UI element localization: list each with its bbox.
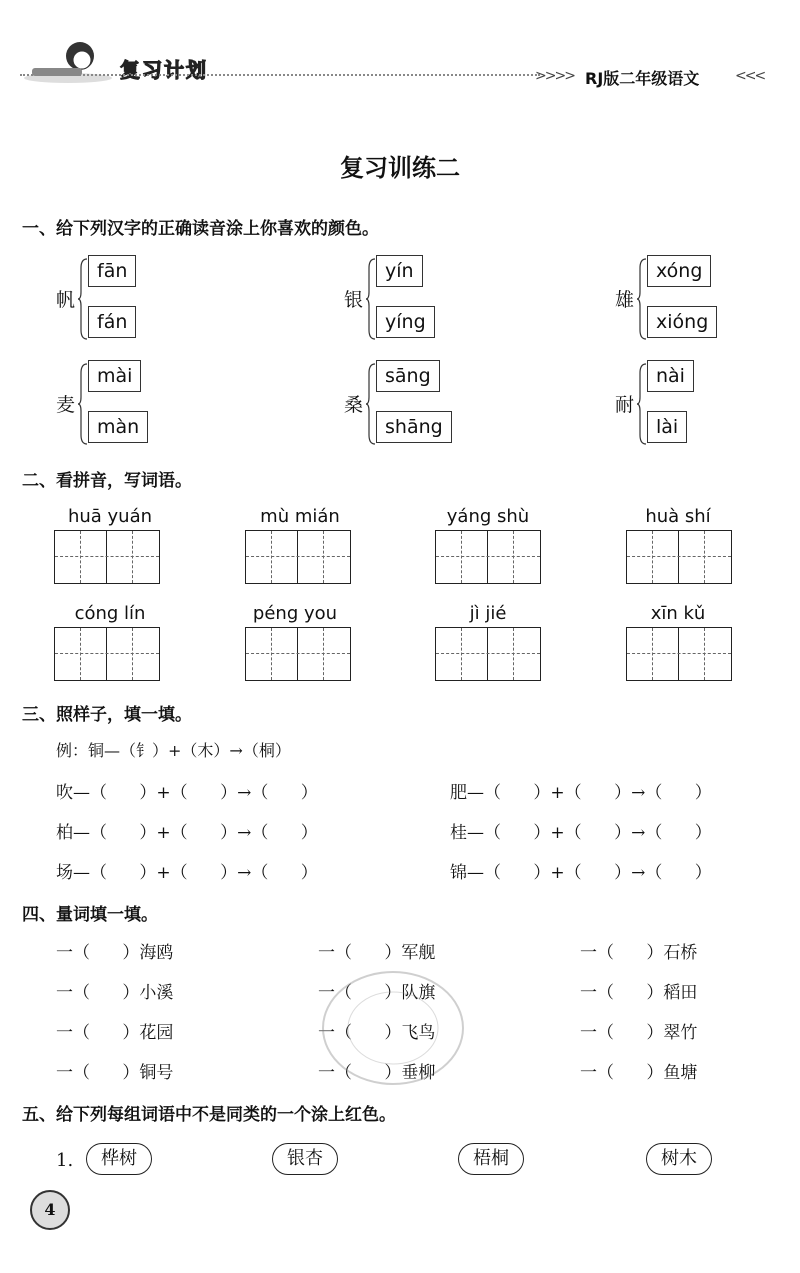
section-5-heading: 五、给下列每组词语中不是同类的一个涂上红色。: [22, 1105, 396, 1125]
pinyin-option[interactable]: sāng: [376, 360, 440, 392]
measure-word-item[interactable]: 一（ ）鱼塘: [580, 1063, 698, 1083]
pinyin-option[interactable]: lài: [647, 411, 687, 443]
measure-word-item[interactable]: 一（ ）花园: [56, 1023, 174, 1043]
q1-char: 雄: [615, 289, 635, 311]
brace-icon: [366, 363, 376, 445]
arrow-right-decoration: <<<: [735, 68, 765, 84]
word-tag[interactable]: 桦树: [86, 1143, 152, 1175]
writing-grid[interactable]: [435, 530, 541, 584]
measure-word-item[interactable]: 一（ ）队旗: [318, 983, 436, 1003]
pinyin-option[interactable]: fán: [88, 306, 136, 338]
brace-icon: [637, 363, 647, 445]
word-tag[interactable]: 银杏: [272, 1143, 338, 1175]
brace-icon: [78, 258, 88, 340]
section-4-heading: 四、量词填一填。: [22, 905, 158, 925]
writing-grid[interactable]: [626, 627, 732, 681]
pinyin-option[interactable]: xióng: [647, 306, 717, 338]
watermark-stamp: [318, 968, 468, 1088]
section-3-heading: 三、照样子，填一填。: [22, 705, 192, 725]
measure-word-item[interactable]: 一（ ）铜号: [56, 1063, 174, 1083]
fill-row[interactable]: 柏—（ ）+（ ）→（ ）: [56, 823, 318, 843]
pinyin-option[interactable]: shāng: [376, 411, 452, 443]
fill-row[interactable]: 肥—（ ）+（ ）→（ ）: [450, 783, 712, 803]
measure-word-item[interactable]: 一（ ）海鸥: [56, 943, 174, 963]
pinyin-prompt: mù mián: [260, 506, 340, 527]
pinyin-prompt: huà shí: [645, 506, 711, 527]
example-line: 例：铜—（钅）+（木）→（桐）: [56, 741, 291, 760]
pinyin-prompt: yáng shù: [446, 506, 530, 527]
q1-char: 麦: [56, 394, 76, 416]
writing-grid[interactable]: [626, 530, 732, 584]
pinyin-prompt: xīn kǔ: [650, 603, 706, 624]
pinyin-option[interactable]: yíng: [376, 306, 435, 338]
item-number: 1.: [56, 1150, 74, 1171]
writing-grid[interactable]: [245, 530, 351, 584]
measure-word-item[interactable]: 一（ ）翠竹: [580, 1023, 698, 1043]
pinyin-prompt: cóng lín: [74, 603, 146, 624]
word-tag[interactable]: 梧桐: [458, 1143, 524, 1175]
fill-row[interactable]: 锦—（ ）+（ ）→（ ）: [450, 863, 712, 883]
brace-icon: [637, 258, 647, 340]
pinyin-option[interactable]: xóng: [647, 255, 711, 287]
writing-grid[interactable]: [435, 627, 541, 681]
q1-char: 银: [344, 289, 364, 311]
pinyin-option[interactable]: mài: [88, 360, 141, 392]
writing-grid[interactable]: [245, 627, 351, 681]
brace-icon: [366, 258, 376, 340]
section-1-heading: 一、给下列汉字的正确读音涂上你喜欢的颜色。: [22, 219, 379, 239]
pinyin-prompt: péng you: [252, 603, 338, 624]
pinyin-option[interactable]: màn: [88, 411, 148, 443]
page-title: 复习训练二: [340, 153, 460, 182]
section-2-heading: 二、看拼音，写词语。: [22, 471, 192, 491]
page-number: 4: [30, 1190, 70, 1230]
fill-row[interactable]: 场—（ ）+（ ）→（ ）: [56, 863, 318, 883]
header-mascot: [22, 38, 114, 84]
q1-char: 耐: [615, 394, 635, 416]
series-title: 复习计划: [120, 58, 208, 82]
q1-char: 帆: [56, 289, 76, 311]
fill-row[interactable]: 吹—（ ）+（ ）→（ ）: [56, 783, 318, 803]
fill-row[interactable]: 桂—（ ）+（ ）→（ ）: [450, 823, 712, 843]
measure-word-item[interactable]: 一（ ）稻田: [580, 983, 698, 1003]
pinyin-option[interactable]: yín: [376, 255, 423, 287]
measure-word-item[interactable]: 一（ ）飞鸟: [318, 1023, 436, 1043]
pinyin-option[interactable]: fān: [88, 255, 136, 287]
q1-char: 桑: [344, 394, 364, 416]
pinyin-prompt: jì jié: [469, 603, 507, 624]
header-divider: [20, 74, 540, 76]
measure-word-item[interactable]: 一（ ）垂柳: [318, 1063, 436, 1083]
measure-word-item[interactable]: 一（ ）军舰: [318, 943, 436, 963]
writing-grid[interactable]: [54, 530, 160, 584]
edition-label: RJ版二年级语文: [585, 69, 700, 88]
pinyin-prompt: huā yuán: [67, 506, 153, 527]
measure-word-item[interactable]: 一（ ）石桥: [580, 943, 698, 963]
measure-word-item[interactable]: 一（ ）小溪: [56, 983, 174, 1003]
word-tag[interactable]: 树木: [646, 1143, 712, 1175]
brace-icon: [78, 363, 88, 445]
arrow-left-decoration: >>>>: [535, 68, 574, 84]
writing-grid[interactable]: [54, 627, 160, 681]
pinyin-option[interactable]: nài: [647, 360, 694, 392]
